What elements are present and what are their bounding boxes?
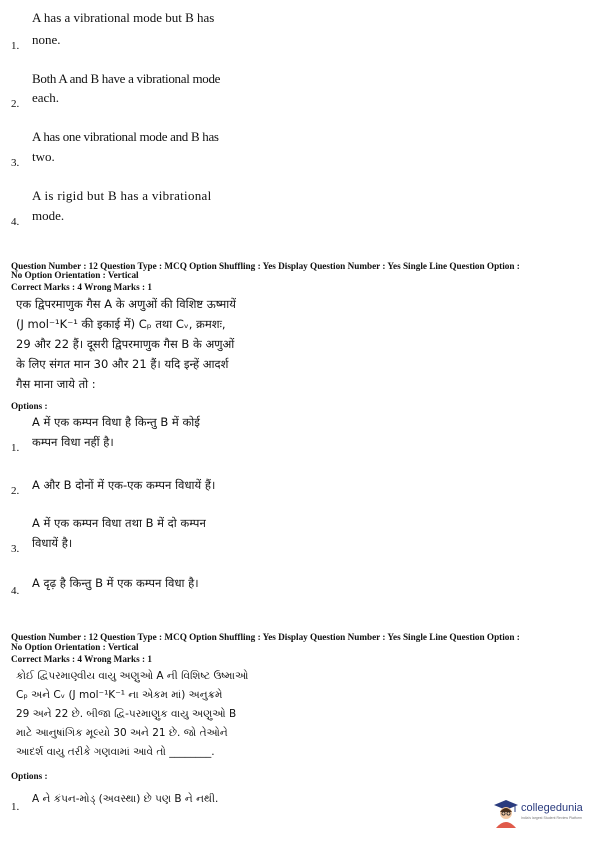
option-2-line-2: each. [32,90,60,105]
option-1-line-1: A ને કંપન-મોડ્ (અવસ્થા) છે પણ B ને નથી. [32,793,219,805]
option-3-number: 3. [11,543,20,555]
option-1-line-2: none. [32,32,61,47]
collegedunia-logo [491,796,591,830]
options-label: Options : [11,401,48,411]
question-line-5: આદર્શ વાયુ તરીકે ગણવામાં આવે તો ________. [16,746,215,758]
option-3-line-1: A has one vibrational mode and B has [32,129,219,144]
question-line-4: માટે આનુષાંગિક મૂલ્યો 30 અને 21 છે. જો તેઓને [16,727,228,739]
question-line-3: 29 और 22 हैं। दूसरी द्विपरमाणुक गैस B के अणुओं [16,337,235,351]
logo-tagline: India's largest Student Review Platform [521,816,582,820]
question-line-3: 29 અને 22 છે. બીજા દ્વિ-પરમાણુક વાયુ અણુઓ B [16,708,237,720]
question-line-2: (J mol⁻¹K⁻¹ की इकाई में) Cₚ तथा Cᵥ, क्रमशः, [16,317,226,331]
question-meta-line-1: Question Number : 12 Question Type : MCQ Option Shuffling : Yes Display Question Number : Yes Single Line Question Option : [11,261,520,271]
option-2-number: 2. [11,98,20,110]
option-4-number: 4. [11,585,20,597]
question-line-1: કોઈ દ્વિપરમાણ્વીય વાયુ અણુઓ A ની વિશિષ્ટ ઉષ્માઓ [16,670,249,682]
option-1-line-1: A में एक कम्पन विधा है किन्तु B में कोई [32,415,200,429]
option-4-line-2: mode. [32,208,65,223]
option-1-number: 1. [11,40,20,52]
option-3-line-2: two. [32,149,55,164]
option-1-line-2: कम्पन विधा नहीं है। [32,435,114,449]
question-line-4: के लिए संगत मान 30 और 21 हैं। यदि इन्हें आदर्श [16,357,229,371]
option-3-number: 3. [11,157,20,169]
option-4-number: 4. [11,216,20,228]
option-4-line-1: A is rigid but B has a vibrational [32,188,212,203]
option-2-line-1: Both A and B have a vibrational mode [32,71,221,86]
option-1-number: 1. [11,442,20,454]
question-marks: Correct Marks : 4 Wrong Marks : 1 [11,654,152,664]
option-2-number: 2. [11,485,20,497]
question-line-1: एक द्विपरमाणुक गैस A के अणुओं की विशिष्ट ऊष्मायें [16,297,236,311]
logo-wordmark: collegedunia [521,802,583,814]
question-line-5: गैस माना जाये तो : [16,377,96,391]
options-label: Options : [11,771,48,781]
graduate-avatar-icon [493,798,519,828]
option-4-line-1: A दृढ़ है किन्तु B में एक कम्पन विधा है। [32,576,199,590]
question-line-2: Cₚ અને Cᵥ (J mol⁻¹K⁻¹ ના એકમ માં) અનુક્રમે [16,689,223,701]
question-meta-line-1: Question Number : 12 Question Type : MCQ Option Shuffling : Yes Display Question Number : Yes Single Line Question Option : [11,632,520,642]
question-meta-line-2: No Option Orientation : Vertical [11,642,139,652]
option-2-line-1: A और B दोनों में एक-एक कम्पन विधायें हैं। [32,478,216,492]
option-3-line-1: A में एक कम्पन विधा तथा B में दो कम्पन [32,516,206,530]
option-3-line-2: विधायें है। [32,536,73,550]
question-marks: Correct Marks : 4 Wrong Marks : 1 [11,282,152,292]
option-1-number: 1. [11,801,20,813]
question-meta-line-2: No Option Orientation : Vertical [11,270,139,280]
option-1-line-1: A has a vibrational mode but B has [32,10,215,25]
